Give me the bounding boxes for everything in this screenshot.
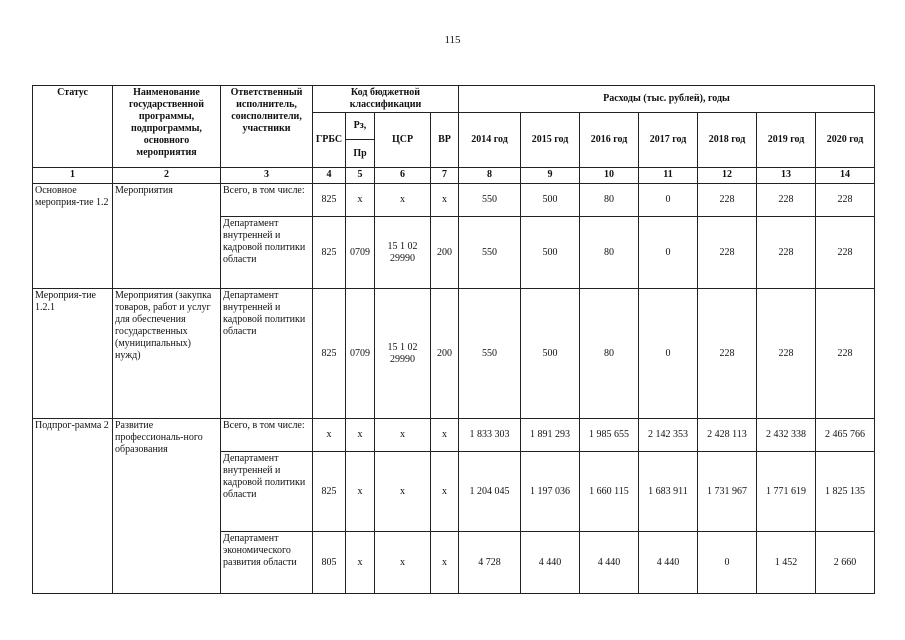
table-body [33,184,875,594]
header-pr: Пр [346,140,375,168]
value-cell: 1 660 115 [580,452,639,532]
value-cell: 228 [698,289,757,419]
value-cell: 500 [521,289,580,419]
value-cell: 228 [698,217,757,289]
vr-cell: 200 [431,289,459,419]
column-number: 4 [313,168,346,184]
column-number: 6 [375,168,431,184]
value-cell: 0 [639,184,698,217]
csr-cell: x [375,419,431,452]
vr-cell: 200 [431,217,459,289]
value-cell: 228 [757,184,816,217]
value-cell: 550 [459,289,521,419]
column-number: 2 [113,168,221,184]
grbs-cell: 805 [313,532,346,594]
responsible-cell: Департамент внутренней и кадровой политики области [221,289,313,419]
header-csr: ЦСР [375,113,431,168]
column-number: 7 [431,168,459,184]
csr-cell: 15 1 02 29990 [375,289,431,419]
value-cell: 1 833 303 [459,419,521,452]
rzpr-cell: x [346,452,375,532]
value-cell: 0 [639,217,698,289]
value-cell: 500 [521,217,580,289]
value-cell: 500 [521,184,580,217]
value-cell: 80 [580,289,639,419]
value-cell: 1 985 655 [580,419,639,452]
value-cell: 1 825 135 [816,452,875,532]
vr-cell: x [431,184,459,217]
value-cell: 0 [639,289,698,419]
csr-cell: x [375,452,431,532]
grbs-cell: x [313,419,346,452]
value-cell: 1 204 045 [459,452,521,532]
vr-cell: x [431,419,459,452]
rzpr-cell: x [346,532,375,594]
column-number: 8 [459,168,521,184]
header-year: 2017 год [639,113,698,168]
vr-cell: x [431,452,459,532]
responsible-cell: Всего, в том числе: [221,419,313,452]
column-number: 3 [221,168,313,184]
value-cell: 228 [816,289,875,419]
rzpr-cell: 0709 [346,289,375,419]
column-numbers-row [33,168,875,184]
column-number: 10 [580,168,639,184]
value-cell: 228 [757,289,816,419]
value-cell: 2 432 338 [757,419,816,452]
name-cell: Развитие профессиональ-ного образования [113,419,221,594]
header-year: 2014 год [459,113,521,168]
header-year: 2016 год [580,113,639,168]
header-expenses: Расходы (тыс. рублей), годы [459,86,875,113]
value-cell: 1 452 [757,532,816,594]
value-cell: 4 440 [580,532,639,594]
status-cell: Мероприя-тие 1.2.1 [33,289,113,419]
header-vr: ВР [431,113,459,168]
responsible-cell: Департамент внутренней и кадровой политики области [221,452,313,532]
value-cell: 550 [459,184,521,217]
grbs-cell: 825 [313,452,346,532]
responsible-cell: Департамент внутренней и кадровой политики области [221,217,313,289]
value-cell: 1 683 911 [639,452,698,532]
header-year: 2020 год [816,113,875,168]
column-number: 11 [639,168,698,184]
value-cell: 80 [580,217,639,289]
value-cell: 1 197 036 [521,452,580,532]
column-number: 14 [816,168,875,184]
rzpr-cell: 0709 [346,217,375,289]
page-number: 115 [444,34,461,46]
name-cell: Мероприятия (закупка товаров, работ и услуг для обеспечения государственных (муниципальных) нужд) [113,289,221,419]
grbs-cell: 825 [313,184,346,217]
csr-cell: x [375,532,431,594]
value-cell: 1 771 619 [757,452,816,532]
value-cell: 228 [757,217,816,289]
header-status: Статус [33,86,113,168]
column-number: 1 [33,168,113,184]
table-row [33,184,875,217]
header-budget-code: Код бюджетной классификации [313,86,459,113]
header-name: Наименование государственной программы, подпрограммы, основного мероприятия [113,86,221,168]
header-year: 2019 год [757,113,816,168]
table-row [33,419,875,452]
grbs-cell: 825 [313,217,346,289]
column-number: 12 [698,168,757,184]
value-cell: 2 142 353 [639,419,698,452]
budget-table [32,85,875,594]
value-cell: 0 [698,532,757,594]
value-cell: 4 440 [521,532,580,594]
value-cell: 2 465 766 [816,419,875,452]
csr-cell: x [375,184,431,217]
value-cell: 228 [698,184,757,217]
csr-cell: 15 1 02 29990 [375,217,431,289]
table-header [33,86,875,184]
header-year: 2018 год [698,113,757,168]
responsible-cell: Департамент экономического развития области [221,532,313,594]
column-number: 13 [757,168,816,184]
name-cell: Мероприятия [113,184,221,289]
rzpr-cell: x [346,184,375,217]
header-responsible: Ответственный исполнитель, соисполнители, участники [221,86,313,168]
value-cell: 4 440 [639,532,698,594]
status-cell: Подпрог-рамма 2 [33,419,113,594]
value-cell: 4 728 [459,532,521,594]
value-cell: 2 660 [816,532,875,594]
value-cell: 228 [816,217,875,289]
header-year: 2015 год [521,113,580,168]
responsible-cell: Всего, в том числе: [221,184,313,217]
column-number: 9 [521,168,580,184]
value-cell: 1 891 293 [521,419,580,452]
value-cell: 550 [459,217,521,289]
vr-cell: x [431,532,459,594]
value-cell: 1 731 967 [698,452,757,532]
header-rz: Рз, [346,113,375,140]
value-cell: 228 [816,184,875,217]
rzpr-cell: x [346,419,375,452]
column-number: 5 [346,168,375,184]
value-cell: 80 [580,184,639,217]
value-cell: 2 428 113 [698,419,757,452]
table-row [33,289,875,419]
header-grbs: ГРБС [313,113,346,168]
grbs-cell: 825 [313,289,346,419]
status-cell: Основное мероприя-тие 1.2 [33,184,113,289]
